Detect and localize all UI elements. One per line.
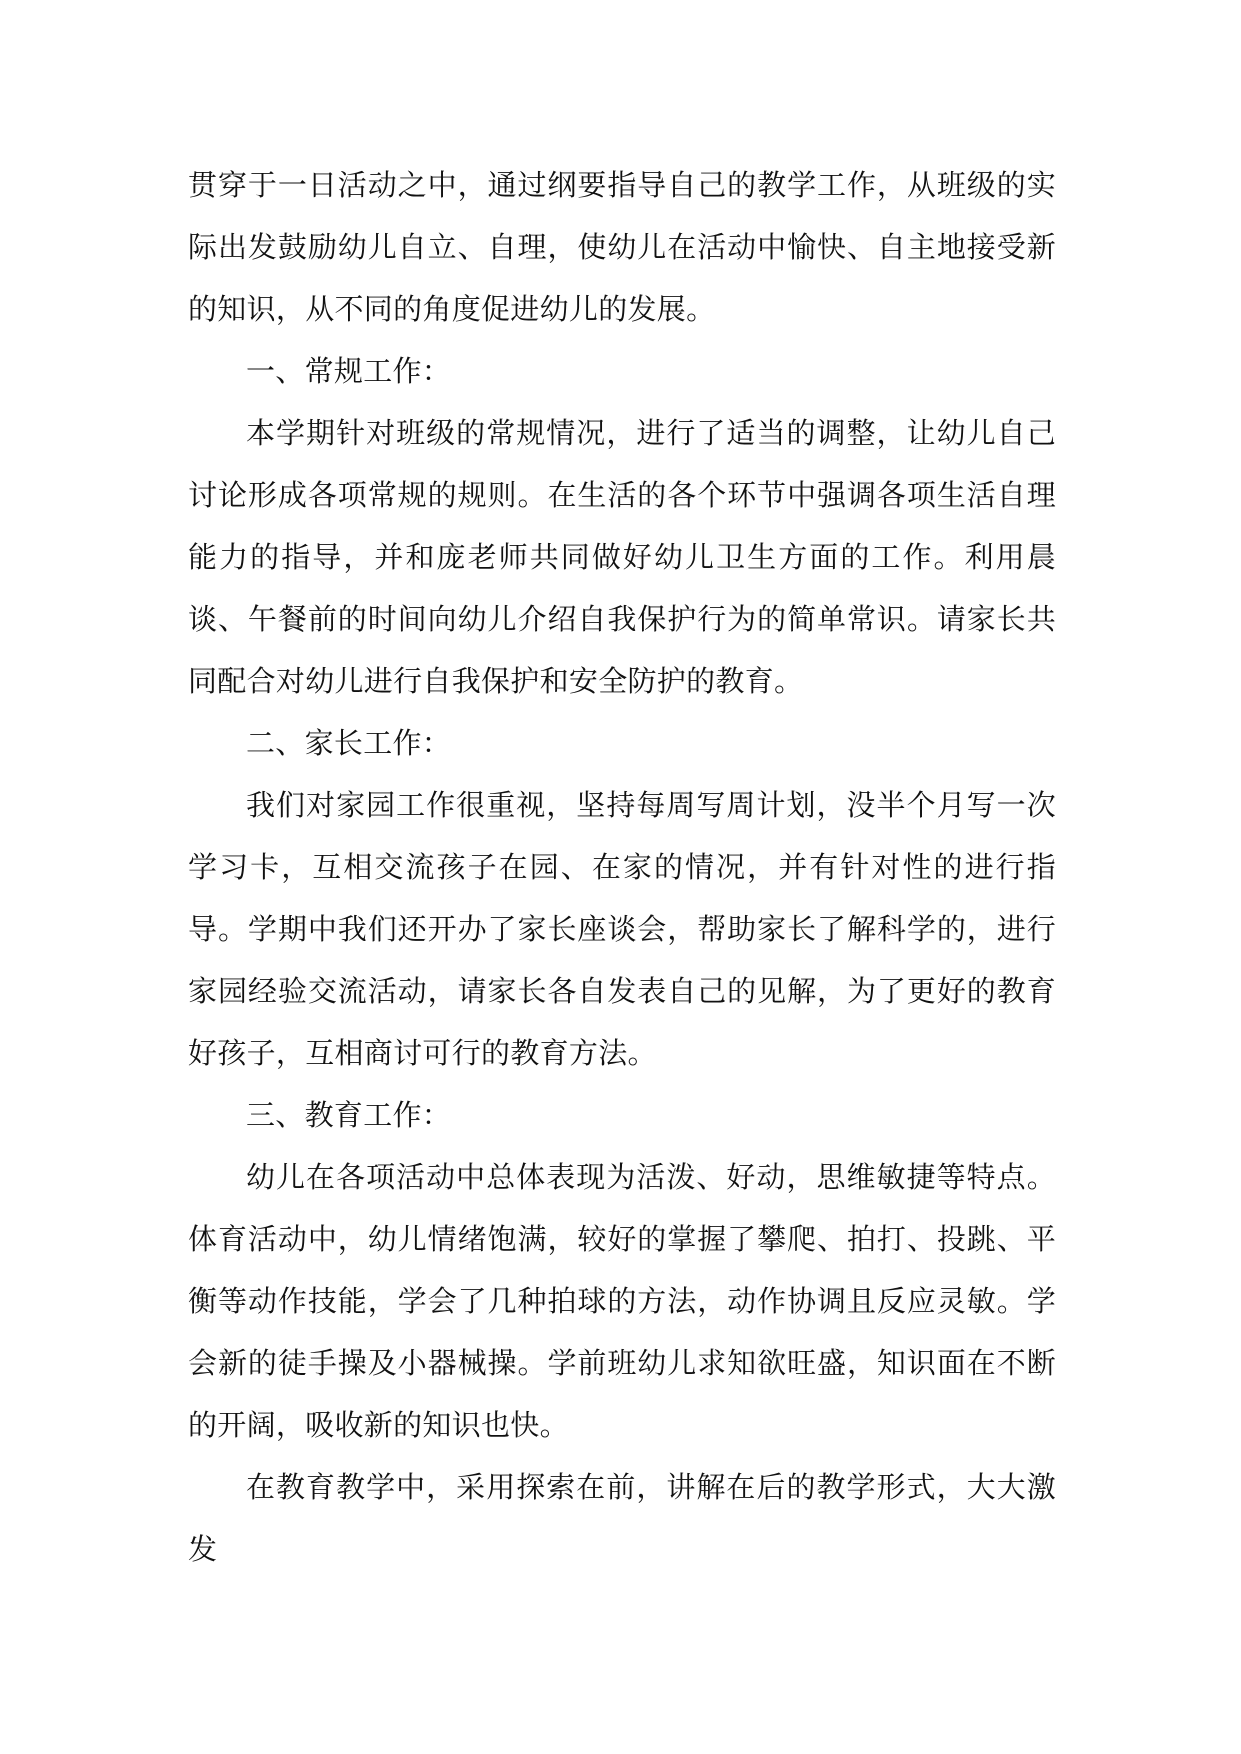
paragraph-routine: 本学期针对班级的常规情况，进行了适当的调整，让幼儿自己讨论形成各项常规的规则。在生活的各个环节中强调各项生活自理能力的指导，并和庞老师共同做好幼儿卫生方面的工作。利用晨谈、午餐前的时间向幼儿介绍自我保护行为的简单常识。请家长共同配合对幼儿进行自我保护和安全防护的教育。 xyxy=(188,416,1056,698)
section-heading-education: 三、教育工作： xyxy=(246,1098,452,1132)
section-heading-parents: 二、家长工作： xyxy=(246,726,452,760)
paragraph-education: 幼儿在各项活动中总体表现为活泼、好动，思维敏捷等特点。体育活动中，幼儿情绪饱满，较好的掌握了攀爬、拍打、投跳、平衡等动作技能，学会了几种拍球的方法，动作协调且反应灵敏。学会新的徒手操及小器械操。学前班幼儿求知欲旺盛，知识面在不断的开阔，吸收新的知识也快。 xyxy=(188,1160,1056,1442)
paragraph-teaching: 在教育教学中，采用探索在前，讲解在后的教学形式，大大激发 xyxy=(188,1470,1056,1566)
document-body xyxy=(188,154,1056,1580)
paragraph-intro: 贯穿于一日活动之中，通过纲要指导自己的教学工作，从班级的实际出发鼓励幼儿自立、自理，使幼儿在活动中愉快、自主地接受新的知识，从不同的角度促进幼儿的发展。 xyxy=(188,168,1056,326)
paragraph-parents: 我们对家园工作很重视，坚持每周写周计划，没半个月写一次学习卡，互相交流孩子在园、在家的情况，并有针对性的进行指导。学期中我们还开办了家长座谈会，帮助家长了解科学的，进行家园经验交流活动，请家长各自发表自己的见解，为了更好的教育好孩子，互相商讨可行的教育方法。 xyxy=(188,788,1056,1070)
section-heading-routine: 一、常规工作： xyxy=(246,354,452,388)
